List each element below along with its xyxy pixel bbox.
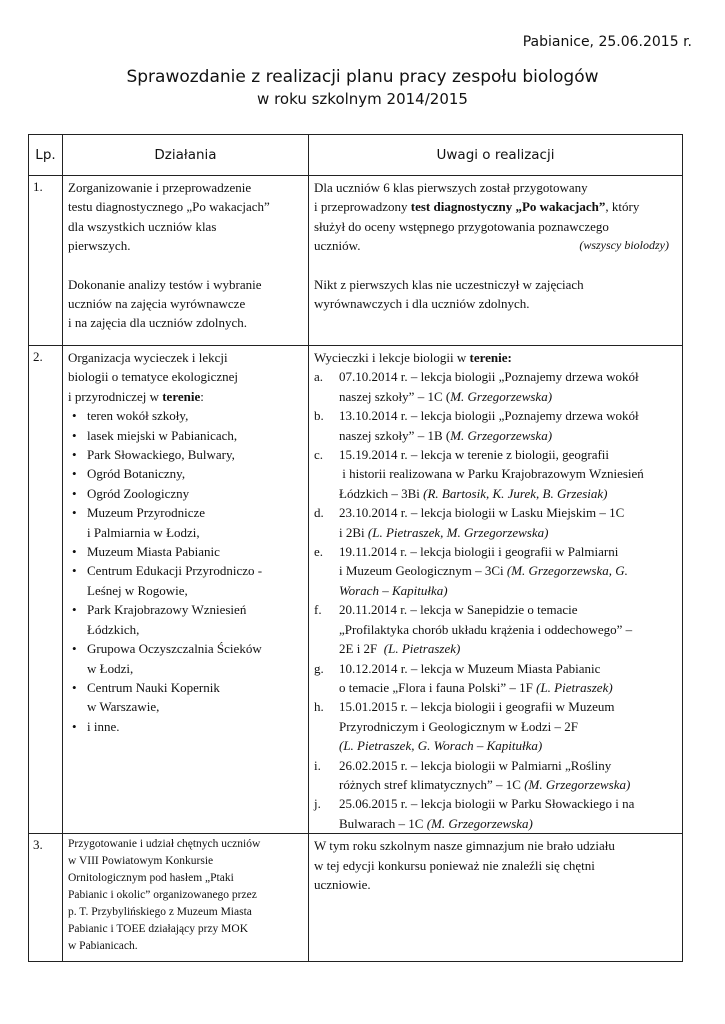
list-item-line: • Ogród Zoologiczny — [87, 485, 190, 501]
teacher-note: M. Grzegorzewska) — [450, 427, 553, 443]
list-marker: e. — [314, 544, 324, 560]
text-span: 15.01.2015 r. – lekcja biologii i geografii w Muzeum — [339, 699, 615, 715]
notes-cell — [309, 346, 683, 834]
teacher-note: (L. Pietraszek, M. Grzegorzewska) — [367, 524, 549, 540]
list-item-line — [339, 794, 677, 813]
text-span: 20.11.2014 r. – lekcja w Sanepidzie o temacie — [339, 602, 578, 618]
text-span: naszej szkoły” – 1C ( — [339, 388, 451, 404]
column-header-notes: Uwagi o realizacji — [309, 135, 683, 176]
list-item-line — [339, 445, 677, 464]
list-item-line — [339, 503, 677, 522]
column-header-lp: Lp. — [29, 135, 63, 176]
text-line: uczniów na zajęcia wyrównawcze — [68, 296, 246, 312]
list-item — [68, 445, 303, 464]
text-span: Bulwarach – 1C — [339, 815, 427, 831]
list-item — [68, 678, 303, 717]
text-line: i na zajęcia dla uczniów zdolnych. — [68, 315, 248, 331]
text-span: 19.11.2014 r. – lekcja biologii i geografii w Palmiarni — [339, 544, 619, 560]
table-row — [29, 346, 683, 834]
test-name-bold: test diagnostyczny „Po wakacjach” — [410, 199, 606, 215]
list-item — [68, 406, 303, 425]
text-line: w tej edycji konkursu ponieważ nie znaleźli się chętni — [314, 857, 595, 873]
list-item-line: w Warszawie, — [87, 699, 160, 715]
text-line: w VIII Powiatowym Konkursie — [68, 855, 214, 868]
list-item-line: • Park Krajobrazowy Wzniesień — [87, 602, 247, 618]
actions-cell — [63, 346, 309, 834]
table-row — [29, 176, 683, 346]
row-number: 3. — [29, 834, 63, 962]
teacher-note: (M. Grzegorzewska, G. — [506, 563, 628, 579]
list-item-line: Łódzkich, — [87, 621, 140, 637]
text-line: dla wszystkich uczniów klas — [68, 218, 217, 234]
list-item-line — [339, 600, 677, 619]
list-item-line — [339, 581, 677, 600]
list-item-line: Leśnej w Rogowie, — [87, 582, 188, 598]
list-item-line — [339, 736, 677, 755]
list-item — [314, 794, 677, 833]
list-item-line: • lasek miejski w Pabianicach, — [87, 427, 238, 443]
text-line: W tym roku szkolnym nasze gimnazjum nie brało udziału — [314, 838, 615, 854]
list-item-line — [339, 542, 677, 561]
list-marker: i. — [314, 757, 321, 773]
text-span: : — [200, 388, 204, 404]
actions-cell — [63, 176, 309, 346]
text-span: Przyrodniczym i Geologicznym w Łodzi – 2F — [339, 718, 579, 734]
text-span: 2E i 2F — [339, 641, 384, 657]
text-line — [314, 236, 677, 255]
list-item — [314, 367, 677, 406]
actions-cell — [63, 834, 309, 962]
teacher-note: M. Grzegorzewska) — [450, 388, 553, 404]
row-number: 1. — [29, 176, 63, 346]
list-marker: c. — [314, 447, 324, 463]
list-item — [68, 484, 303, 503]
list-item-line — [339, 814, 677, 833]
report-table — [28, 134, 683, 962]
text-line: testu diagnostycznego „Po wakacjach” — [68, 199, 270, 215]
list-item-line — [339, 756, 677, 775]
text-line: Ornitologicznym pod hasłem „Ptaki — [68, 872, 234, 885]
list-item-line — [339, 367, 677, 386]
list-item-line — [339, 464, 677, 483]
text-span: 07.10.2014 r. – lekcja biologii „Poznajemy drzewa wokół — [339, 369, 639, 385]
list-item — [314, 659, 677, 698]
actions-paragraph — [68, 178, 303, 256]
place-date: Pabianice, 25.06.2015 r. — [522, 34, 692, 50]
list-item — [68, 561, 303, 600]
text-span: i przyrodniczej w — [68, 388, 163, 404]
text-span: i historii realizowana w Parku Krajobrazowym Wzniesień — [339, 466, 644, 482]
text-span: i 2Bi — [339, 524, 368, 540]
list-item-line: • Park Słowackiego, Bulwary, — [87, 447, 235, 463]
bold-word: terenie — [162, 388, 201, 404]
list-item-line — [339, 426, 677, 445]
list-item-line: • Centrum Nauki Kopernik — [87, 679, 220, 695]
text-span: Wycieczki i lekcje biologii w — [314, 350, 470, 365]
teacher-note: (L. Pietraszek) — [536, 679, 613, 695]
list-item — [68, 639, 303, 678]
actions-paragraph — [68, 275, 303, 333]
teacher-note: (L. Pietraszek, G. Worach – Kapitułka) — [339, 738, 543, 754]
column-header-actions: Działania — [63, 135, 309, 176]
text-line: Przygotowanie i udział chętnych uczniów — [68, 838, 261, 851]
text-line: Nikt z pierwszych klas nie uczestniczył w zajęciach — [314, 276, 584, 292]
list-item-line — [339, 678, 677, 697]
teacher-note: (L. Pietraszek) — [383, 641, 461, 657]
list-item — [314, 503, 677, 542]
text-span: 25.06.2015 r. – lekcja biologii w Parku Słowackiego i na — [339, 796, 635, 812]
list-item — [314, 697, 677, 755]
list-item-line: • i inne. — [87, 718, 120, 734]
list-item-line — [339, 697, 677, 716]
table-row — [29, 834, 683, 962]
teacher-note: (wszyscy biolodzy) — [579, 238, 669, 253]
text-span: różnych stref klimatycznych” – 1C — [339, 776, 525, 792]
list-item-line: • teren wokół szkoły, — [87, 408, 189, 424]
list-item-line — [339, 775, 677, 794]
text-line: Pabianic i okolic” organizowanego przez — [68, 889, 257, 902]
bold-word: terenie: — [469, 350, 512, 365]
text-span: naszej szkoły” – 1B ( — [339, 427, 451, 443]
text-line: wyrównawczych i dla uczniów zdolnych. — [314, 296, 530, 312]
list-marker: f. — [314, 602, 322, 618]
document-title: Sprawozdanie z realizacji planu pracy zespołu biologów — [126, 67, 599, 87]
list-item — [68, 464, 303, 483]
list-item — [68, 542, 303, 561]
text-line: p. T. Przybylińskiego z Muzeum Miasta — [68, 906, 252, 919]
text-span: 26.02.2015 r. – lekcja biologii w Palmiarni „Rośliny — [339, 757, 612, 773]
text-span: 15.19.2014 r. – lekcja w terenie z biologii, geografii — [339, 447, 610, 463]
text-line: uczniowie. — [314, 876, 371, 892]
list-marker: h. — [314, 699, 324, 715]
list-marker: a. — [314, 369, 324, 385]
text-span: 10.12.2014 r. – lekcja w Muzeum Miasta Pabianic — [339, 660, 601, 676]
text-line: Pabianic i TOEE działający przy MOK — [68, 923, 249, 936]
list-item-line — [339, 620, 677, 639]
list-marker: d. — [314, 505, 324, 521]
list-item-line — [339, 387, 677, 406]
list-item-line — [339, 717, 677, 736]
text-line: Dokonanie analizy testów i wybranie — [68, 276, 262, 292]
lessons-list — [314, 367, 677, 833]
list-item — [314, 406, 677, 445]
document-subtitle: w roku szkolnym 2014/2015 — [257, 90, 468, 108]
list-marker: b. — [314, 408, 324, 424]
list-item-line: • Centrum Edukacji Przyrodniczo - — [87, 563, 263, 579]
list-marker: g. — [314, 660, 324, 676]
list-item-line: • Muzeum Miasta Pabianic — [87, 544, 220, 560]
text-span: „Profilaktyka chorób układu krążenia i oddechowego” – — [339, 621, 633, 637]
list-item-line — [339, 659, 677, 678]
notes-cell — [309, 834, 683, 962]
text-line: Zorganizowanie i przeprowadzenie — [68, 180, 252, 195]
list-item — [68, 503, 303, 542]
list-item-line: w Łodzi, — [87, 660, 134, 676]
list-item-line: • Ogród Botaniczny, — [87, 466, 186, 482]
list-item-line — [339, 639, 677, 658]
list-item-line — [339, 406, 677, 425]
text-line: Dla uczniów 6 klas pierwszych został przygotowany — [314, 180, 588, 195]
list-item — [314, 600, 677, 658]
list-item — [314, 445, 677, 503]
list-marker: j. — [314, 796, 321, 812]
text-span: uczniów. — [314, 238, 361, 254]
text-line: w Pabianicach. — [68, 940, 138, 953]
list-item — [314, 542, 677, 600]
teacher-note: (M. Grzegorzewska) — [524, 776, 631, 792]
locations-list — [68, 406, 303, 736]
list-item — [68, 426, 303, 445]
list-item-line — [339, 484, 677, 503]
text-span: 23.10.2014 r. – lekcja biologii w Lasku Miejskim – 1C — [339, 505, 625, 521]
list-item — [68, 717, 303, 736]
list-item-line: • Grupowa Oczyszczalnia Ścieków — [87, 641, 262, 657]
text-span: i Muzeum Geologicznym – 3Ci — [339, 563, 507, 579]
table-header-row — [29, 135, 683, 176]
text-span: , który — [605, 199, 640, 215]
text-line — [314, 197, 677, 216]
teacher-note: (M. Grzegorzewska) — [426, 815, 533, 831]
text-line: Organizacja wycieczek i lekcji — [68, 350, 228, 365]
text-span: 13.10.2014 r. – lekcja biologii „Poznajemy drzewa wokół — [339, 408, 639, 424]
text-line: biologii o tematyce ekologicznej — [68, 369, 239, 385]
list-item — [68, 600, 303, 639]
text-line — [314, 348, 677, 367]
text-span: Łódzkich – 3Bi — [339, 485, 424, 501]
list-item-line: • Muzeum Przyrodnicze — [87, 505, 206, 521]
text-line — [68, 387, 303, 406]
list-item-line — [339, 561, 677, 580]
row-number: 2. — [29, 346, 63, 834]
list-item-line — [339, 523, 677, 542]
text-line: pierwszych. — [68, 238, 131, 254]
text-span: o temacie „Flora i fauna Polski” – 1F — [339, 679, 537, 695]
teacher-note: (R. Bartosik, K. Jurek, B. Grzesiak) — [423, 485, 608, 501]
notes-cell — [309, 176, 683, 346]
teacher-note: Worach – Kapitułka) — [339, 582, 448, 598]
text-line: służył do oceny wstępnego przygotowania poznawczego — [314, 218, 609, 234]
list-item-line: i Palmiarnia w Łodzi, — [87, 524, 200, 540]
text-span: i przeprowadzony — [314, 199, 411, 215]
list-item — [314, 756, 677, 795]
